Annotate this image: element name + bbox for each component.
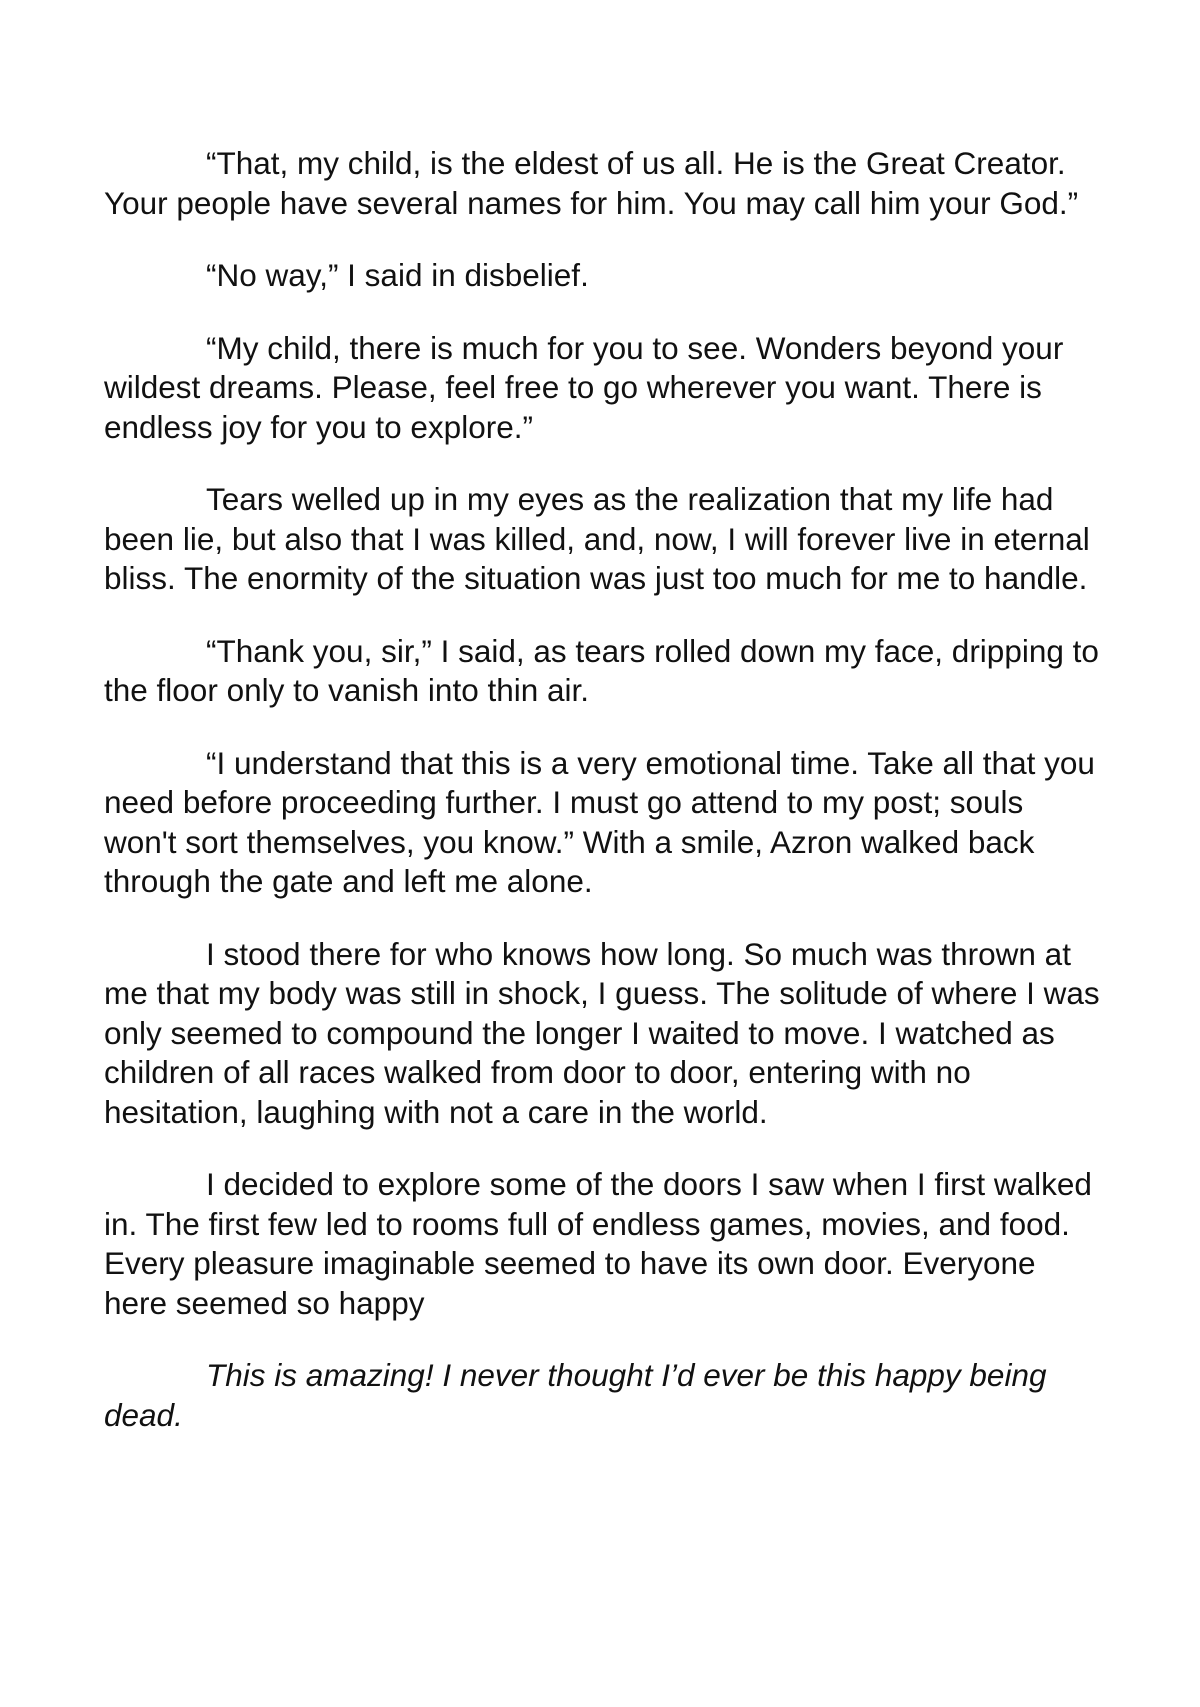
- paragraph-2: “No way,” I said in disbelief.: [206, 257, 589, 293]
- paragraph-6: “I understand that this is a very emotional time. Take all that you need before proceeding further. I must go attend to my post; souls won't sort themselves, you know.” With a smile, Azron walked back through the gate and left me alone.: [104, 744, 1095, 899]
- paragraph-7: I stood there for who knows how long. So much was thrown at me that my body was still in shock, I guess. The solitude of where I was only seemed to compound the longer I waited to move. I watched as children of all races walked from door to door, entering with no hesitation, laughing with not a care in the world.: [104, 935, 1100, 1130]
- paragraph-5: “Thank you, sir,” I said, as tears rolled down my face, dripping to the floor only to vanish into thin air.: [104, 632, 1099, 708]
- story-text: [104, 144, 1104, 1468]
- paragraph-9-inner-thought: This is amazing! I never thought I’d ever be this happy being dead.: [104, 1357, 1047, 1433]
- paragraph-8: I decided to explore some of the doors I saw when I first walked in. The first few led to rooms full of endless games, movies, and food. Every pleasure imaginable seemed to have its own door. Everyone here seemed so happy: [104, 1166, 1092, 1321]
- paragraph-4: Tears welled up in my eyes as the realization that my life had been lie, but also that I was killed, and, now, I will forever live in eternal bliss. The enormity of the situation was just too much for me to handle.: [104, 481, 1090, 596]
- paragraph-3: “My child, there is much for you to see. Wonders beyond your wildest dreams. Please, feel free to go wherever you want. There is endless joy for you to explore.”: [104, 329, 1064, 445]
- paragraph-1: “That, my child, is the eldest of us all. He is the Great Creator. Your people have several names for him. You may call him your God.”: [104, 145, 1079, 221]
